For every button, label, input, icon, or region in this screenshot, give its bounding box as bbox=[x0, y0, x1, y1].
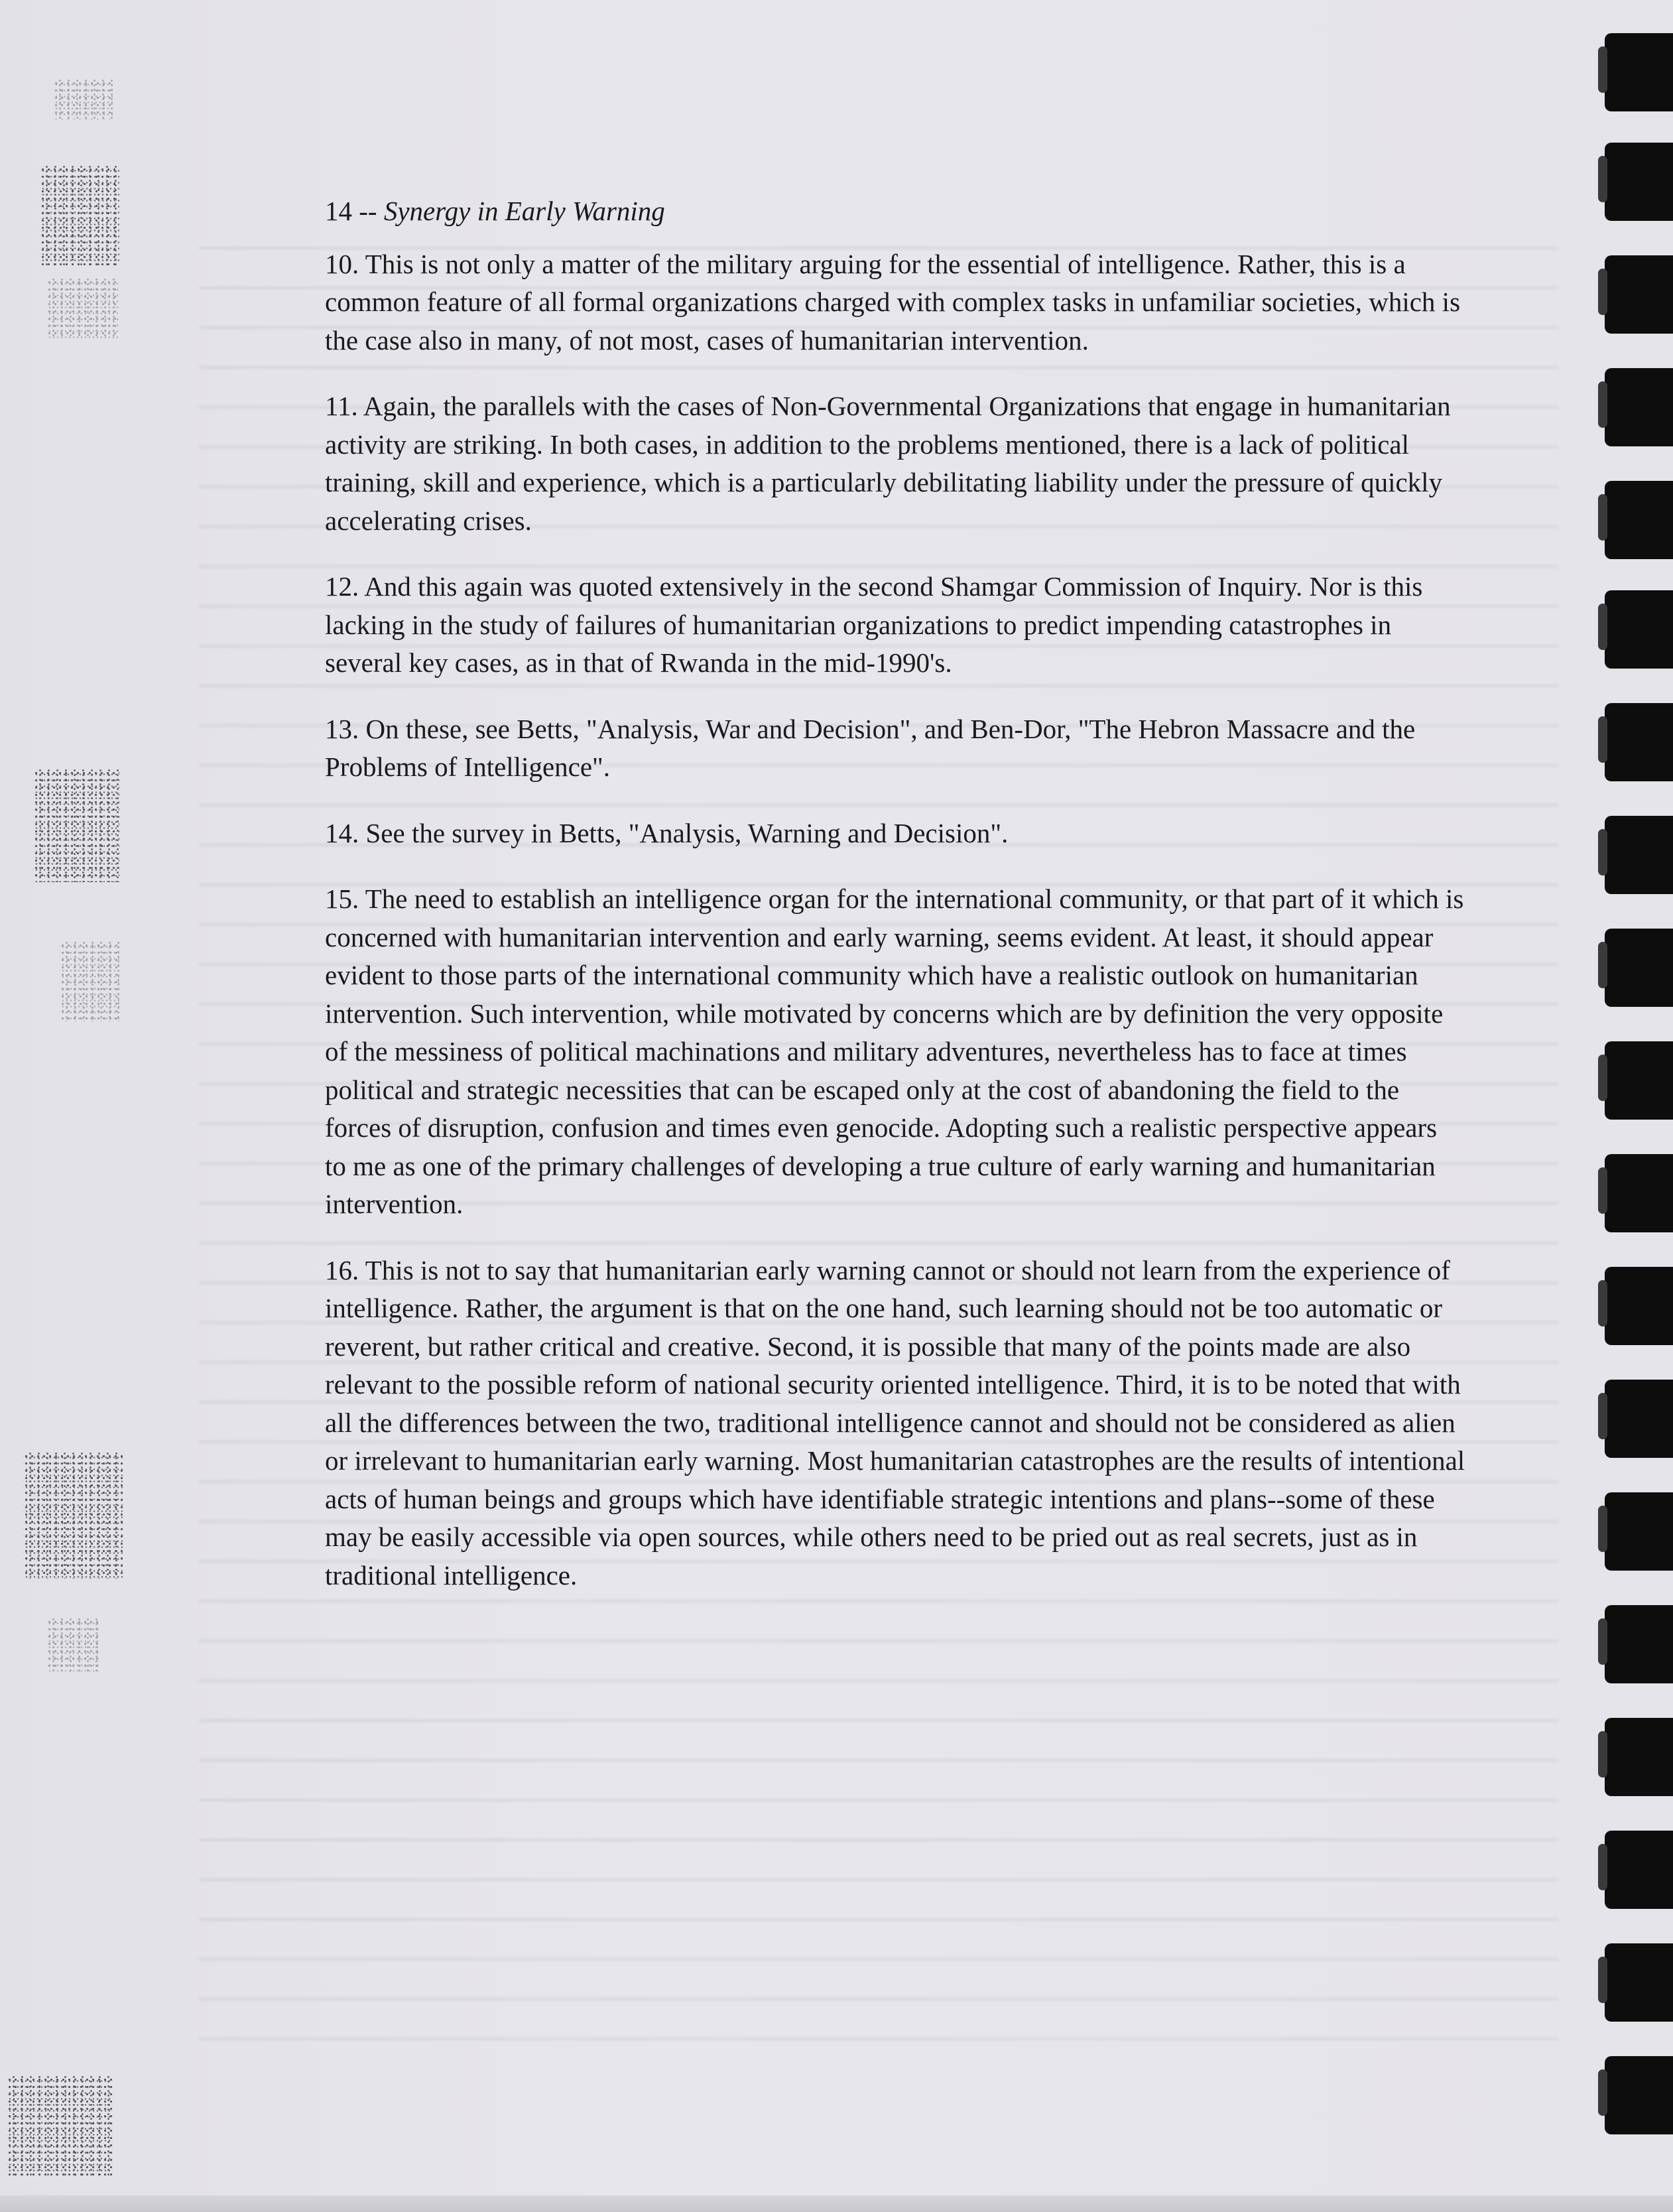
endnote-line: training, skill and experience, which is a particularly debilitating liability under the pressure of quickly bbox=[325, 467, 1443, 497]
endnote-line: 12. And this again was quoted extensively in the second Shamgar Commission of Inquiry. Nor is this bbox=[325, 571, 1423, 602]
page-number: 14 -- bbox=[325, 196, 377, 226]
document-body bbox=[325, 192, 1644, 1622]
endnote-line: reverent, but rather critical and creative. Second, it is possible that many of the points made are also bbox=[325, 1331, 1411, 1362]
page-header bbox=[325, 192, 1644, 231]
scan-noise-4 bbox=[33, 769, 119, 882]
endnote-line: political and strategic necessities that can be escaped only at the cost of abandoning the field to the bbox=[325, 1074, 1400, 1105]
endnote-line: or irrelevant to humanitarian early warning. Most humanitarian catastrophes are the results of intentional bbox=[325, 1445, 1465, 1476]
scan-noise-2 bbox=[53, 80, 113, 119]
endnote-line: 11. Again, the parallels with the cases of Non-Governmental Organizations that engage in humanitarian bbox=[325, 391, 1451, 421]
binding-ring bbox=[1605, 2056, 1673, 2134]
endnote-line: Problems of Intelligence". bbox=[325, 751, 611, 782]
endnote-line: intelligence. Rather, the argument is that on the one hand, such learning should not be too automatic or bbox=[325, 1293, 1443, 1323]
endnote-line: 10. This is not only a matter of the military arguing for the essential of intelligence. Rather, this is a bbox=[325, 248, 1406, 279]
scan-noise-7 bbox=[46, 1618, 99, 1671]
endnote-line: may be easily accessible via open sources, while others need to be pried out as real secrets, just as in bbox=[325, 1522, 1418, 1552]
binding-ring bbox=[1605, 33, 1673, 111]
endnote-line: intervention. Such intervention, while motivated by concerns which are by definition the very opposite bbox=[325, 998, 1444, 1029]
running-title: Synergy in Early Warning bbox=[383, 196, 665, 226]
endnote-line: acts of human beings and groups which have identifiable strategic intentions and plans--some of these bbox=[325, 1483, 1435, 1514]
endnote-14 bbox=[325, 814, 1644, 853]
endnote-15 bbox=[325, 880, 1644, 1224]
endnote-line: forces of disruption, confusion and times even genocide. Adopting such a realistic perspective appears bbox=[325, 1112, 1438, 1143]
endnote-line: 16. This is not to say that humanitarian early warning cannot or should not learn from the experience of bbox=[325, 1254, 1450, 1285]
endnote-line: 14. See the survey in Betts, "Analysis, Warning and Decision". bbox=[325, 817, 1009, 848]
endnote-line: lacking in the study of failures of humanitarian organizations to predict impending catastrophes in bbox=[325, 609, 1392, 640]
endnote-line: evident to those parts of the international community which have a realistic outlook on humanitarian bbox=[325, 960, 1418, 990]
endnote-line: concerned with humanitarian intervention and early warning, seems evident. At least, it should appear bbox=[325, 921, 1434, 952]
scan-noise-3 bbox=[46, 279, 119, 338]
endnote-line: accelerating crises. bbox=[325, 505, 532, 536]
endnote-line: common feature of all formal organizations charged with complex tasks in unfamiliar societies, which is bbox=[325, 287, 1461, 317]
endnote-12 bbox=[325, 568, 1644, 683]
endnote-line: all the differences between the two, traditional intelligence cannot and should not be considered as alien bbox=[325, 1407, 1456, 1438]
endnote-line: activity are striking. In both cases, in addition to the problems mentioned, there is a lack of political bbox=[325, 428, 1410, 460]
endnote-line: intervention. bbox=[325, 1189, 464, 1219]
endnote-line: the case also in many, of not most, cases of humanitarian intervention. bbox=[325, 324, 1089, 356]
endnote-line: several key cases, as in that of Rwanda in the mid-1990's. bbox=[325, 647, 952, 678]
endnote-16 bbox=[325, 1252, 1644, 1595]
binding-ring bbox=[1605, 1943, 1673, 2022]
page-bottom-edge bbox=[0, 2195, 1673, 2212]
endnote-11 bbox=[325, 387, 1644, 540]
binding-ring bbox=[1605, 1718, 1673, 1796]
endnote-line: relevant to the possible reform of national security oriented intelligence. Third, it is to be noted that with bbox=[325, 1369, 1461, 1399]
scan-noise-5 bbox=[60, 942, 119, 1021]
scan-noise-1 bbox=[40, 166, 119, 265]
endnote-13 bbox=[325, 710, 1644, 787]
scan-noise-6 bbox=[23, 1453, 123, 1579]
endnote-line: 13. On these, see Betts, "Analysis, War and Decision", and Ben-Dor, "The Hebron Massacre and the bbox=[325, 713, 1416, 744]
binding-ring bbox=[1605, 1831, 1673, 1909]
endnote-line: of the messiness of political machinations and military adventures, nevertheless has to face at times bbox=[325, 1036, 1407, 1067]
endnote-line: 15. The need to establish an intelligence organ for the international community, or that part of it which is bbox=[325, 883, 1464, 914]
endnote-10 bbox=[325, 245, 1644, 360]
endnote-line: to me as one of the primary challenges of developing a true culture of early warning and humanitarian bbox=[325, 1150, 1436, 1181]
endnote-line: traditional intelligence. bbox=[325, 1559, 578, 1591]
scan-noise-8 bbox=[7, 2076, 113, 2176]
